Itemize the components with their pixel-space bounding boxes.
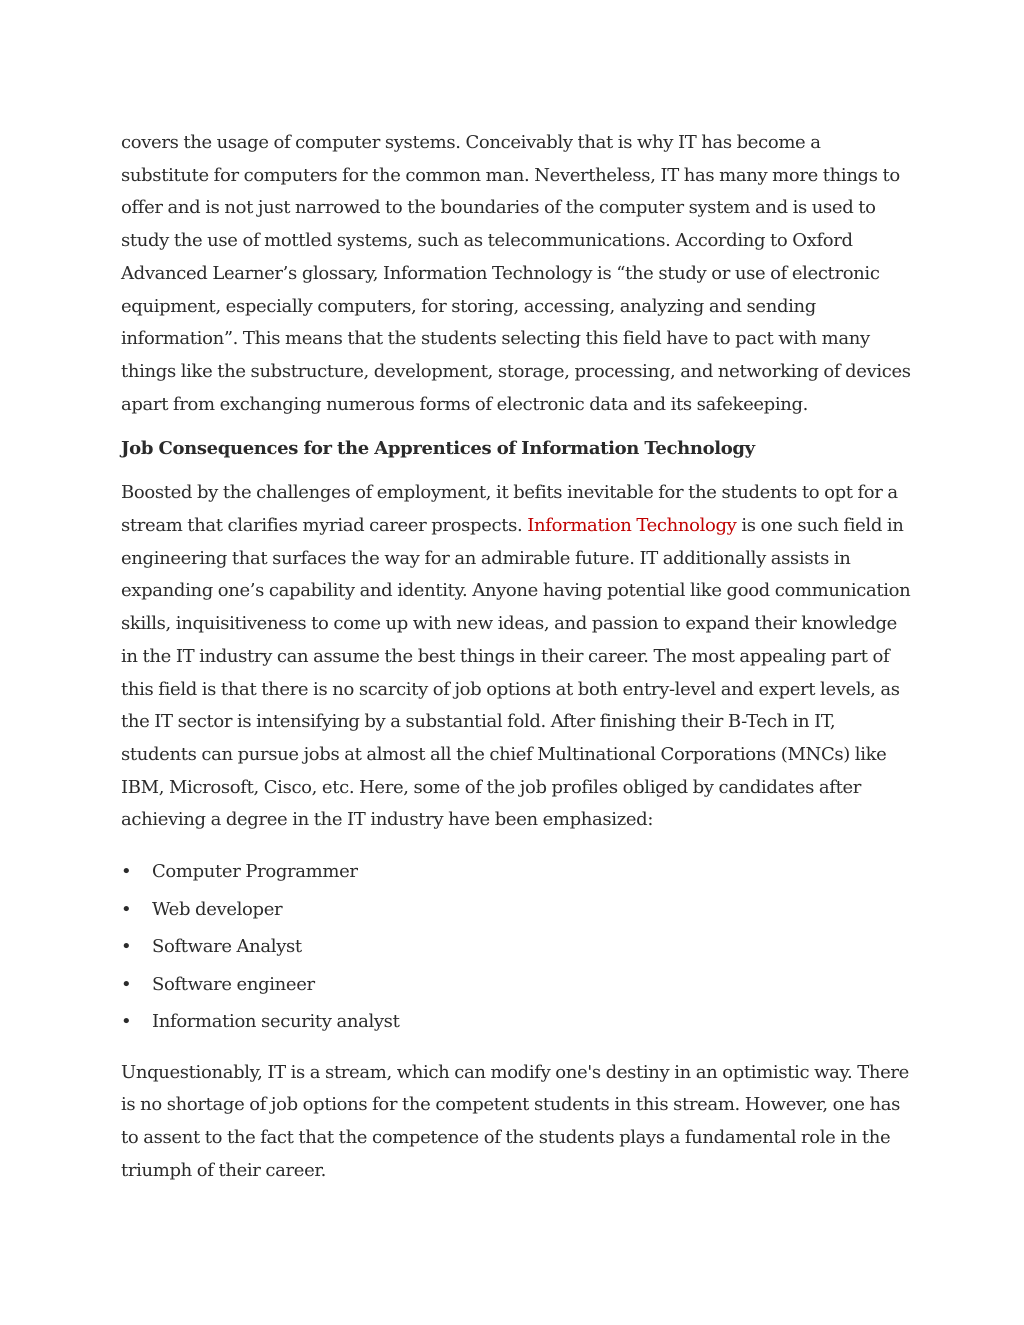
document-page bbox=[121, 127, 911, 1187]
information-technology-link[interactable]: Information Technology bbox=[527, 515, 737, 537]
job-consequences-paragraph bbox=[121, 477, 911, 837]
list-item bbox=[121, 891, 911, 929]
job-title: Web developer bbox=[152, 898, 283, 920]
job-title: Software engineer bbox=[152, 973, 315, 995]
job-title: Computer Programmer bbox=[152, 861, 358, 883]
job-title: Software Analyst bbox=[152, 936, 302, 958]
list-item bbox=[121, 966, 911, 1004]
bullet-icon: • bbox=[121, 898, 132, 920]
intro-paragraph: covers the usage of computer systems. Conceivably that is why IT has become a substitute for computers for the common man. Nevertheless, IT has many more things to offer and is not just narrowed to the boundaries of the computer system and is used to study the use of mottled systems, such as telecommunications. According to Oxford Advanced Learner’s glossary, Information Technology is “the study or use of electronic equipment, especially computers, for storing, accessing, analyzing and sending information”. This means that the students selecting this field have to pact with many things like the substructure, development, storage, processing, and networking of devices apart from exchanging numerous forms of electronic data and its safekeeping. bbox=[121, 132, 911, 415]
paragraph-text-after-link: is one such field in engineering that surfaces the way for an admirable future. IT additionally assists in expanding one’s capability and identity. Anyone having potential like good communication skills, inquisitiveness to come up with new ideas, and passion to expand their knowledge in the IT industry can assume the best things in their career. The most appealing part of this field is that there is no scarcity of job options at both entry-level and expert levels, as the IT sector is intensifying by a substantial fold. After finishing their B-Tech in IT, students can pursue jobs at almost all the chief Multinational Corporations (MNCs) like IBM, Microsoft, Cisco, etc. Here, some of the job profiles obliged by candidates after achieving a degree in the IT industry have been emphasized: bbox=[121, 515, 911, 831]
bullet-icon: • bbox=[121, 861, 132, 883]
job-profiles-list bbox=[121, 853, 911, 1041]
paragraph-text-before-link: Boosted by the challenges of employment, it befits inevitable for the students to opt for a stream that clarifies myriad career prospects. bbox=[121, 482, 898, 537]
job-title: Information security analyst bbox=[152, 1011, 400, 1033]
section-heading: Job Consequences for the Apprentices of Information Technology bbox=[121, 438, 755, 460]
bullet-icon: • bbox=[121, 973, 132, 995]
bullet-icon: • bbox=[121, 1011, 132, 1033]
bullet-icon: • bbox=[121, 936, 132, 958]
list-item bbox=[121, 1003, 911, 1041]
list-item bbox=[121, 928, 911, 966]
closing-paragraph: Unquestionably, IT is a stream, which can modify one's destiny in an optimistic way. There is no shortage of job options for the competent students in this stream. However, one has to assent to the fact that the competence of the students plays a fundamental role in the triumph of their career. bbox=[121, 1061, 909, 1181]
list-item bbox=[121, 853, 911, 891]
